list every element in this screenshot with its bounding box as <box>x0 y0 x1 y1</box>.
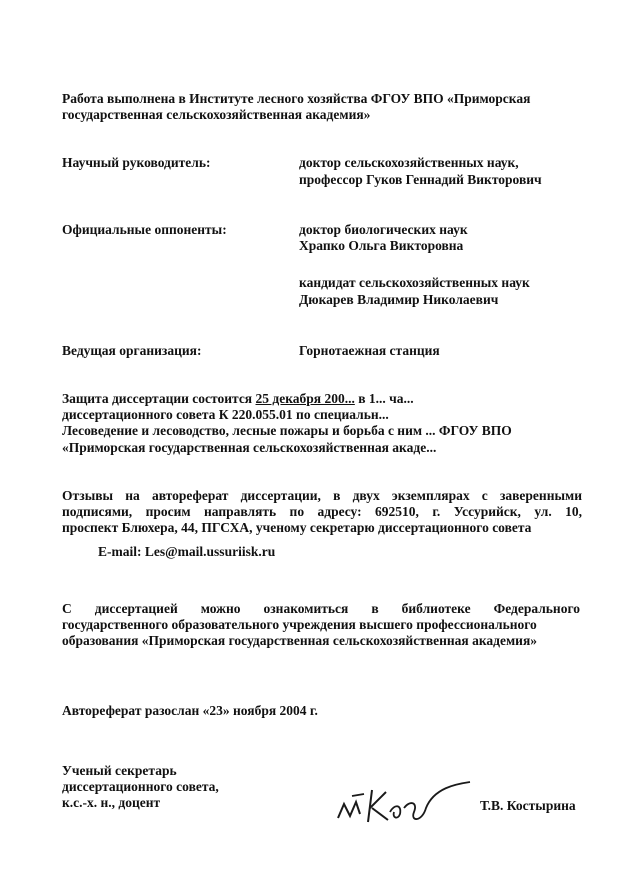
opponent-2-line-2: Дюкарев Владимир Николаевич <box>299 292 499 307</box>
defense-line-3: Лесоведение и лесоводство, лесные пожары и борьба с ним ... ФГОУ ВПО <box>62 423 512 438</box>
opponent-2-line-1: кандидат сельскохозяйственных наук <box>299 275 530 290</box>
opponent-1-line-1: доктор биологических наук <box>299 222 468 237</box>
supervisor-line-2: профессор Гуков Геннадий Викторович <box>299 172 542 187</box>
secretary-line-3: к.с.-х. н., доцент <box>62 795 161 810</box>
reviews-email: E-mail: Les@mail.ussuriisk.ru <box>98 544 276 559</box>
signature-image <box>330 778 480 830</box>
library-line-3: образования «Приморская государственная сельскохозяйственная академия» <box>62 633 538 648</box>
opponent-1-line-2: Храпко Ольга Викторовна <box>299 238 464 253</box>
supervisor-line-1: доктор сельскохозяйственных наук, <box>299 155 519 170</box>
supervisor-label: Научный руководитель: <box>62 155 211 170</box>
intro-line-1: Работа выполнена в Институте лесного хозяйства ФГОУ ВПО «Приморская <box>62 91 531 106</box>
secretary-line-2: диссертационного совета, <box>62 779 219 794</box>
reviews-line-2: подписями, просим направлять по адресу: 692510, г. Уссурийск, ул. 10, <box>62 504 582 519</box>
defense-line-4: «Приморская государственная сельскохозяйственная акаде... <box>62 440 437 455</box>
reviews-line-3: проспект Блюхера, 44, ПГСХА, ученому секретарю диссертационного совета <box>62 520 532 535</box>
reviews-line-1: Отзывы на автореферат диссертации, в двух экземплярах с заверенными <box>62 488 582 503</box>
defense-prefix: Защита диссертации состоится <box>62 391 256 406</box>
opponents-label: Официальные оппоненты: <box>62 222 227 237</box>
defense-line-1 <box>62 391 414 407</box>
library-line-1: С диссертацией можно ознакомиться в библиотеке Федерального <box>62 601 580 616</box>
mailing-date: Автореферат разослан «23» ноября 2004 г. <box>62 703 318 718</box>
secretary-line-1: Ученый секретарь <box>62 763 177 778</box>
defense-rest: в 1... ча... <box>354 391 414 406</box>
intro-line-2: государственная сельскохозяйственная академия» <box>62 107 371 122</box>
library-line-2: государственного образовательного учреждения высшего профессионального <box>62 617 537 632</box>
lead-org-label: Ведущая организация: <box>62 343 202 358</box>
secretary-name: Т.В. Костырина <box>480 798 576 813</box>
defense-date: 25 декабря 200... <box>255 391 355 406</box>
defense-line-2: диссертационного совета К 220.055.01 по специальн... <box>62 407 389 422</box>
lead-org-value: Горнотаежная станция <box>299 343 440 358</box>
